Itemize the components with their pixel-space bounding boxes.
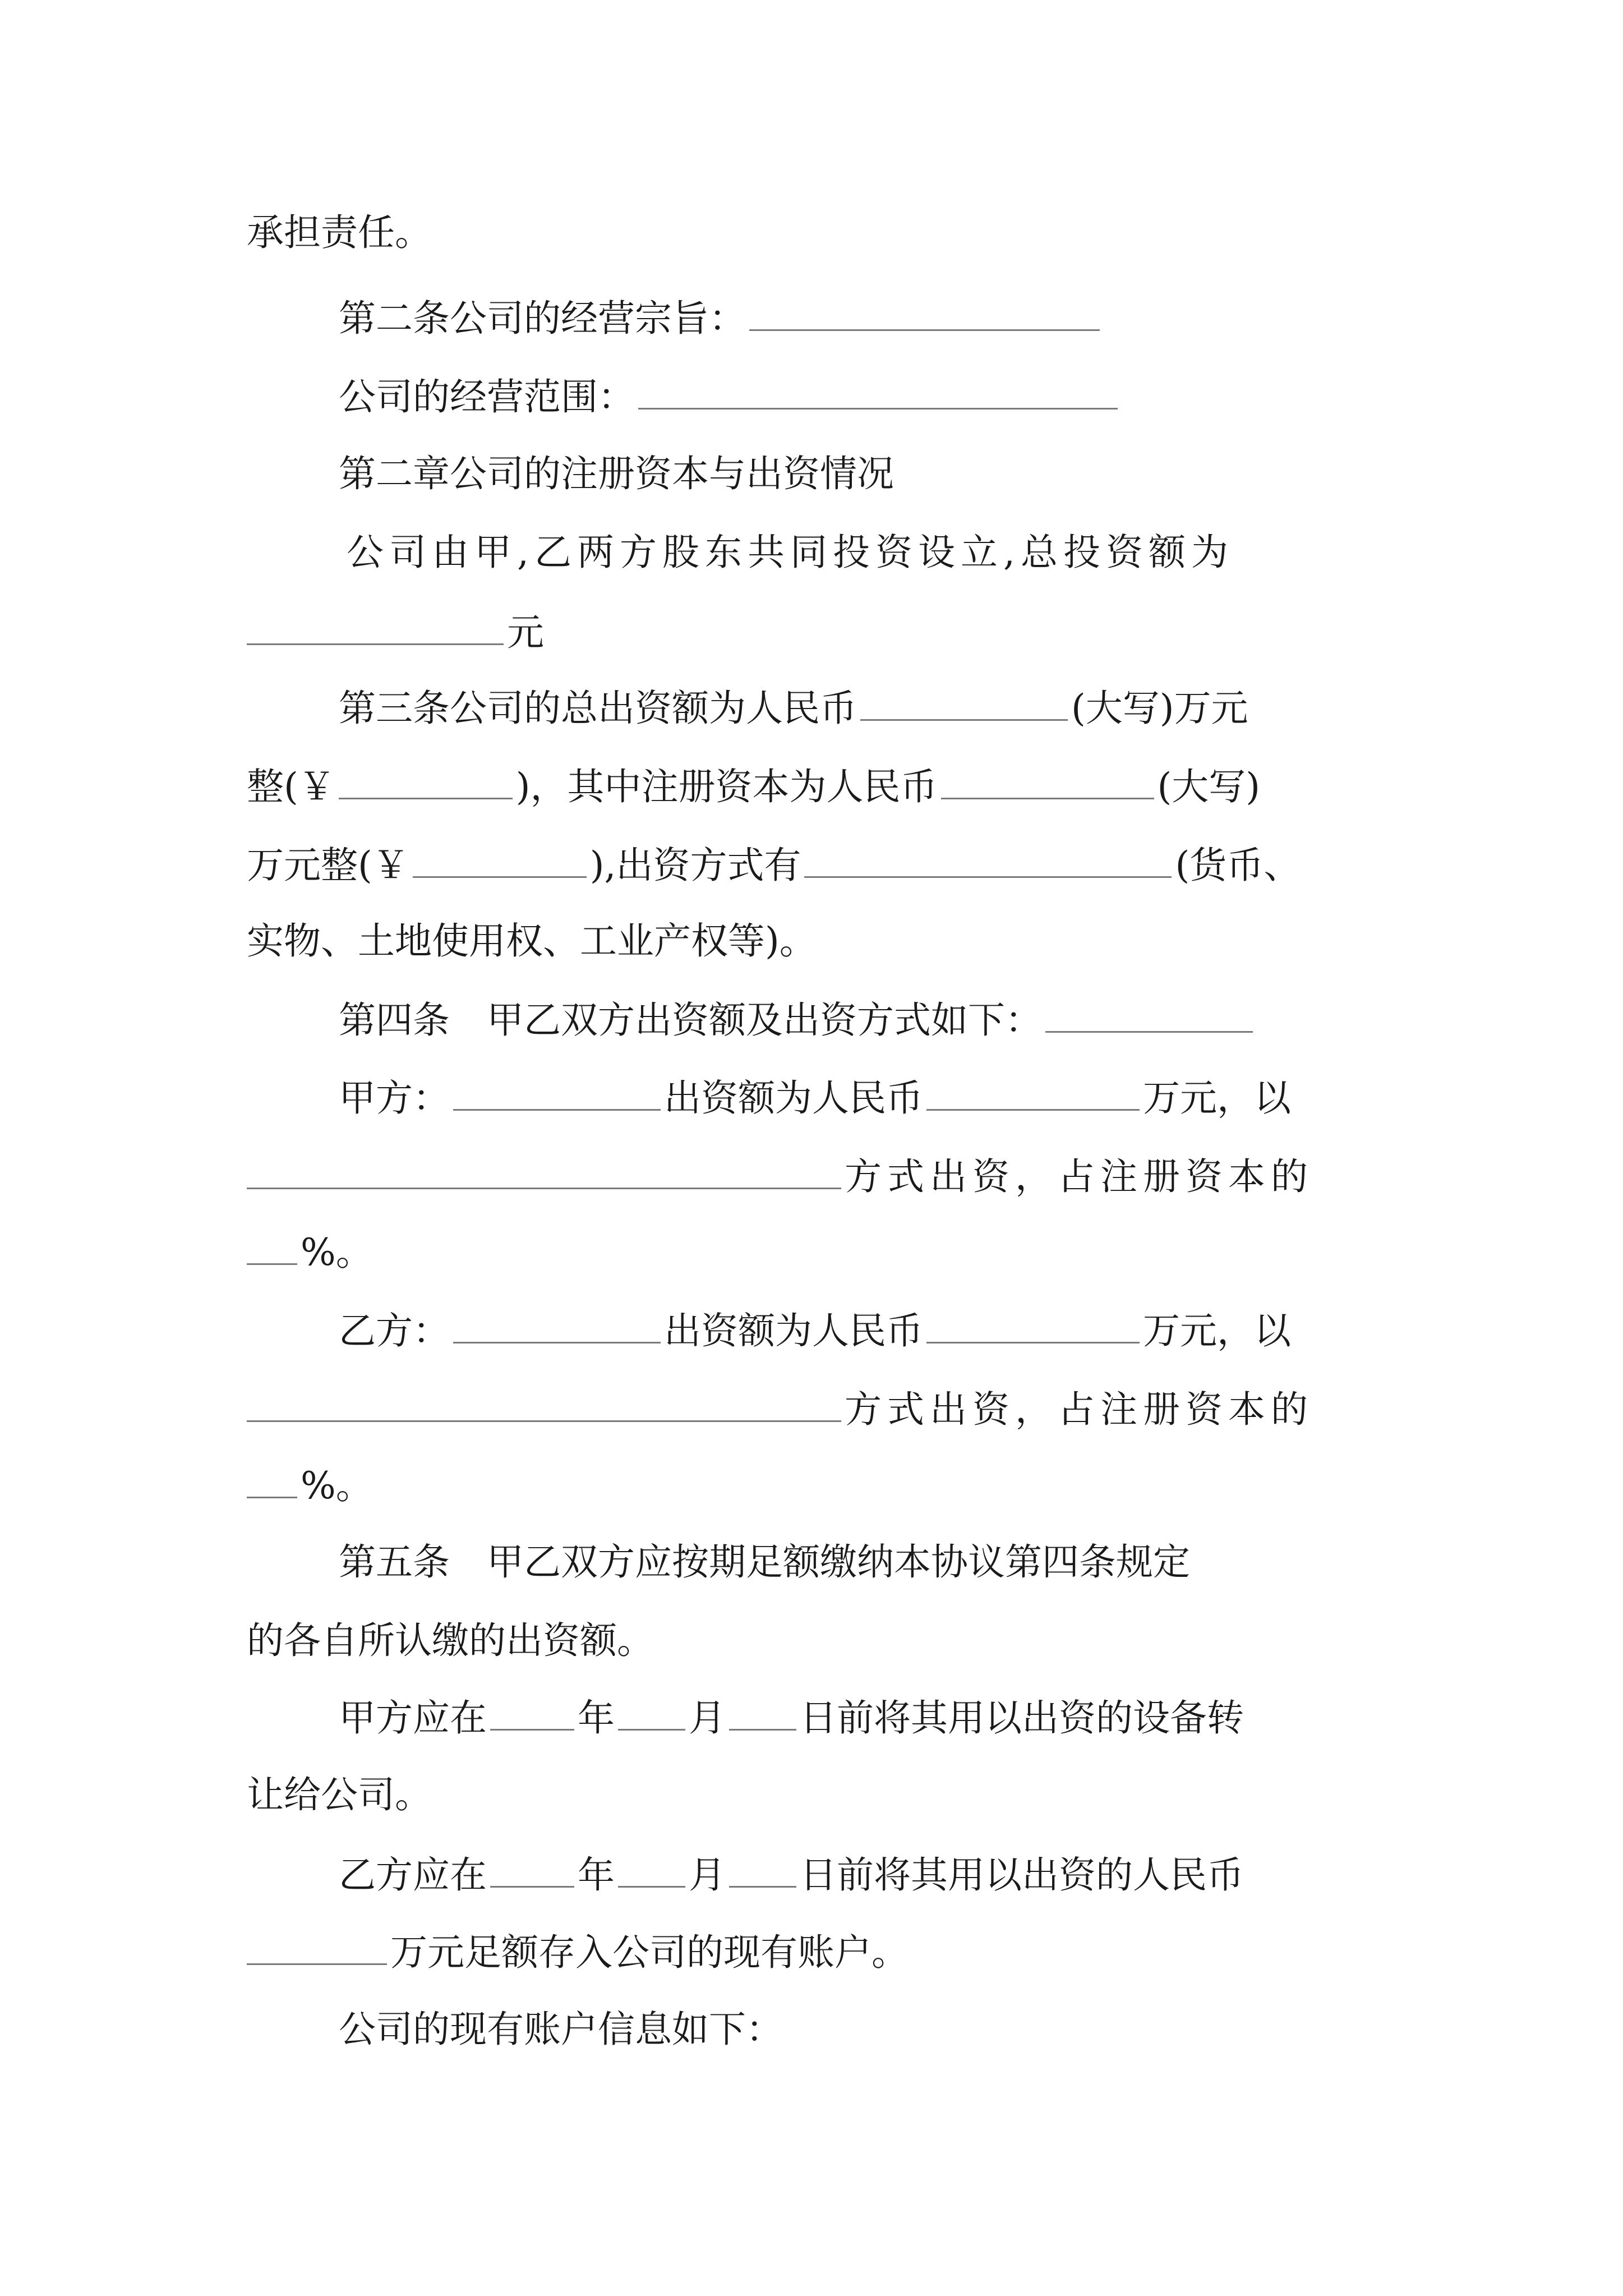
fill-blank[interactable] xyxy=(247,603,504,645)
fill-blank[interactable] xyxy=(247,1223,297,1265)
fill-blank[interactable] xyxy=(729,1846,796,1888)
fill-blank[interactable] xyxy=(729,1688,796,1731)
party-a-line-3: %。 xyxy=(247,1223,1385,1279)
fill-blank[interactable] xyxy=(247,1923,387,1965)
article-2-purpose: 第二条公司的经营宗旨： xyxy=(339,289,1385,345)
fill-blank[interactable] xyxy=(453,1301,661,1343)
fill-blank[interactable] xyxy=(618,1688,685,1731)
party-a-deadline-line-1: 甲方应在 年 月 日前将其用以出资的设备转 xyxy=(339,1688,1385,1745)
fill-blank[interactable] xyxy=(247,1147,841,1189)
text-line: 承担责任。 xyxy=(247,211,432,254)
fill-blank[interactable] xyxy=(749,289,1100,331)
fill-blank[interactable] xyxy=(1045,991,1253,1033)
party-b-line-2: 方式出资，占注册资本的 xyxy=(247,1380,1385,1436)
article-5-line-2: 的各自所认缴的出资额。 xyxy=(247,1619,654,1662)
fill-blank[interactable] xyxy=(618,1846,685,1888)
party-a-line-1: 甲方： 出资额为人民币 万元，以 xyxy=(339,1069,1385,1125)
party-b-line-1: 乙方： 出资额为人民币 万元，以 xyxy=(339,1301,1385,1358)
party-a-line-2: 方式出资，占注册资本的 xyxy=(247,1147,1385,1203)
chapter-2-heading: 第二章公司的注册资本与出资情况 xyxy=(339,452,894,495)
account-info-heading: 公司的现有账户信息如下： xyxy=(339,2008,783,2051)
party-a-deadline-line-2: 让给公司。 xyxy=(247,1773,432,1816)
fill-blank[interactable] xyxy=(490,1688,574,1731)
total-investment-amount: 元 xyxy=(247,603,1385,659)
party-b-line-3: %。 xyxy=(247,1456,1385,1512)
fill-blank[interactable] xyxy=(638,367,1118,409)
fill-blank[interactable] xyxy=(453,1069,661,1111)
fill-blank[interactable] xyxy=(860,679,1068,721)
article-3-line-3: 万元整(￥ ),出资方式有 (货币、 xyxy=(247,836,1385,892)
fill-blank[interactable] xyxy=(339,757,513,799)
fill-blank[interactable] xyxy=(247,1456,297,1498)
total-investment-line: 公司由甲,乙两方股东共同投资设立,总投资额为 xyxy=(347,531,1234,574)
article-3-line-4: 实物、土地使用权、工业产权等)。 xyxy=(247,919,817,963)
party-b-deadline-line-1: 乙方应在 年 月 日前将其用以出资的人民币 xyxy=(339,1846,1385,1902)
fill-blank[interactable] xyxy=(490,1846,574,1888)
party-b-deadline-line-2: 万元足额存入公司的现有账户。 xyxy=(247,1923,1385,1979)
article-5-line-1: 第五条 甲乙双方应按期足额缴纳本协议第四条规定 xyxy=(339,1540,1190,1584)
article-3-line-2: 整(￥ )，其中注册资本为人民币 (大写) xyxy=(247,757,1385,813)
fill-blank[interactable] xyxy=(247,1380,841,1422)
fill-blank[interactable] xyxy=(941,757,1154,799)
article-4-heading: 第四条 甲乙双方出资额及出资方式如下： xyxy=(339,991,1385,1047)
fill-blank[interactable] xyxy=(926,1301,1140,1343)
fill-blank[interactable] xyxy=(804,836,1172,878)
business-scope: 公司的经营范围： xyxy=(339,367,1385,424)
fill-blank[interactable] xyxy=(413,836,587,878)
fill-blank[interactable] xyxy=(926,1069,1140,1111)
article-3-line-1: 第三条公司的总出资额为人民币 (大写)万元 xyxy=(339,679,1385,735)
